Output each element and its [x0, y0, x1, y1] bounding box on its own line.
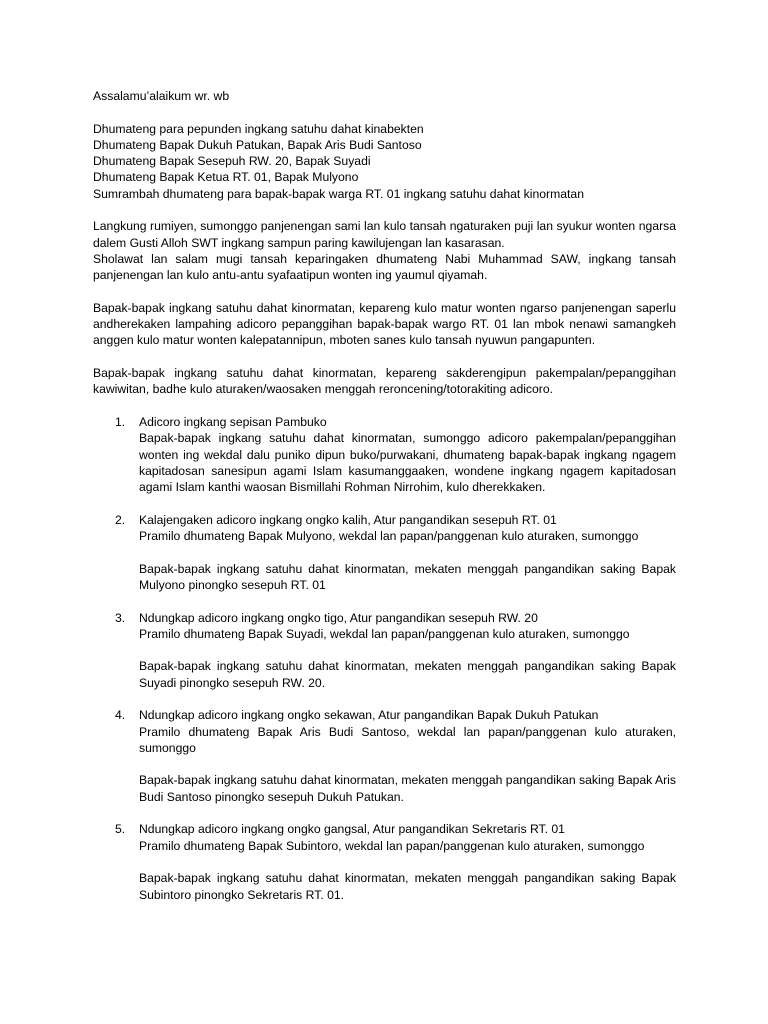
agenda-item-closing: Bapak-bapak ingkang satuhu dahat kinormatan, mekaten menggah pangandikan saking Bapak Mulyono pinongko sesepuh RT. 01: [139, 561, 676, 592]
agenda-item-title: Ndungkap adicoro ingkang ongko sekawan, Atur pangandikan Bapak Dukuh Patukan: [139, 708, 599, 723]
agenda-intro-paragraph: Bapak-bapak ingkang satuhu dahat kinormatan, kepareng sakderengipun pakempalan/pepanggihan kawiwitan, badhe kulo aturaken/waosaken menggah reroncening/totorakiting adicoro.: [93, 366, 676, 397]
salutation-line: Sumrambah dhumateng para bapak-bapak warga RT. 01 ingkang satuhu dahat kinormatan: [93, 186, 584, 201]
agenda-item-closing: Bapak-bapak ingkang satuhu dahat kinormatan, mekaten menggah pangandikan saking Bapak Suyadi pinongko sesepuh RW. 20.: [139, 659, 676, 690]
agenda-item: [93, 821, 676, 902]
salutation-line: Dhumateng Bapak Dukuh Patukan, Bapak Aris Budi Santoso: [93, 137, 422, 152]
agenda-item-number: 1.: [115, 414, 126, 429]
agenda-item-title: Kalajengaken adicoro ingkang ongko kalih, Atur pangandikan sesepuh RT. 01: [139, 512, 557, 527]
agenda-list: [93, 414, 676, 903]
agenda-item-body: Pramilo dhumateng Bapak Mulyono, wekdal lan papan/panggenan kulo aturaken, sumonggo: [139, 529, 639, 544]
agenda-item-body: Pramilo dhumateng Bapak Aris Budi Santoso, wekdal lan papan/panggenan kulo aturaken, sumonggo: [139, 724, 676, 755]
agenda-item: [93, 512, 676, 593]
agenda-item-number: 4.: [115, 708, 126, 723]
salutation-line: Dhumateng Bapak Ketua RT. 01, Bapak Mulyono: [93, 170, 359, 185]
document-body: [93, 88, 676, 903]
opening-paragraph: Langkung rumiyen, sumonggo panjenengan sami lan kulo tansah ngaturaken puji lan syukur wonten ngarsa dalem Gusti Alloh SWT ingkang sampun paring kawilujengan lan kasarasan.: [93, 219, 676, 250]
salutation-line: Dhumateng Bapak Sesepuh RW. 20, Bapak Suyadi: [93, 154, 371, 169]
agenda-item-title: Ndungkap adicoro ingkang ongko gangsal, Atur pangandikan Sekretaris RT. 01: [139, 822, 565, 837]
agenda-item-number: 2.: [115, 512, 126, 527]
agenda-item-closing: Bapak-bapak ingkang satuhu dahat kinormatan, mekaten menggah pangandikan saking Bapak Aris Budi Santoso pinongko sesepuh Dukuh Patukan.: [139, 773, 676, 804]
agenda-item: [93, 707, 676, 805]
agenda-item-number: 5.: [115, 822, 126, 837]
salutation-line: Dhumateng para pepunden ingkang satuhu dahat kinabekten: [93, 121, 424, 136]
agenda-item-body: Pramilo dhumateng Bapak Subintoro, wekdal lan papan/panggenan kulo aturaken, sumonggo: [139, 838, 645, 853]
agenda-item-body: Bapak-bapak ingkang satuhu dahat kinormatan, sumonggo adicoro pakempalan/pepanggihan wonten ing wekdal dalu puniko dipun buko/purwakani, dhumateng bapak-bapak ingkang ngagem kapitadosan sanesipun agami Islam kasumanggaaken, wondene ingkang ngagem kapitadosan agami Islam kanthi waosan Bismillahi Rohman Nirrohim, kulo dherekkaken.: [139, 431, 676, 495]
agenda-item: [93, 414, 676, 495]
agenda-item-title: Ndungkap adicoro ingkang ongko tigo, Atur pangandikan sesepuh RW. 20: [139, 610, 538, 625]
salutation-list: [93, 121, 676, 202]
purpose-paragraph: Bapak-bapak ingkang satuhu dahat kinormatan, kepareng kulo matur wonten ngarso panjenengan saperlu andherekaken lampahing adicoro pepanggihan bapak-bapak wargo RT. 01 lan mbok nenawi samangkeh anggen kulo matur wonten kalepatannipun, mboten sanes kulo tansah nyuwun pangapunten.: [93, 300, 676, 348]
agenda-item-title: Adicoro ingkang sepisan Pambuko: [139, 414, 327, 429]
agenda-item-number: 3.: [115, 610, 126, 625]
sholawat-paragraph: Sholawat lan salam mugi tansah keparingaken dhumateng Nabi Muhammad SAW, ingkang tansah panjenengan lan kulo antu-antu syafaatipun wonten ing yaumul qiyamah.: [93, 251, 676, 283]
agenda-item-closing: Bapak-bapak ingkang satuhu dahat kinormatan, mekaten menggah pangandikan saking Bapak Subintoro pinongko Sekretaris RT. 01.: [139, 871, 676, 902]
agenda-item-body: Pramilo dhumateng Bapak Suyadi, wekdal lan papan/panggenan kulo aturaken, sumonggo: [139, 626, 630, 641]
greeting: Assalamu’alaikum wr. wb: [93, 89, 230, 103]
agenda-item: [93, 610, 676, 691]
